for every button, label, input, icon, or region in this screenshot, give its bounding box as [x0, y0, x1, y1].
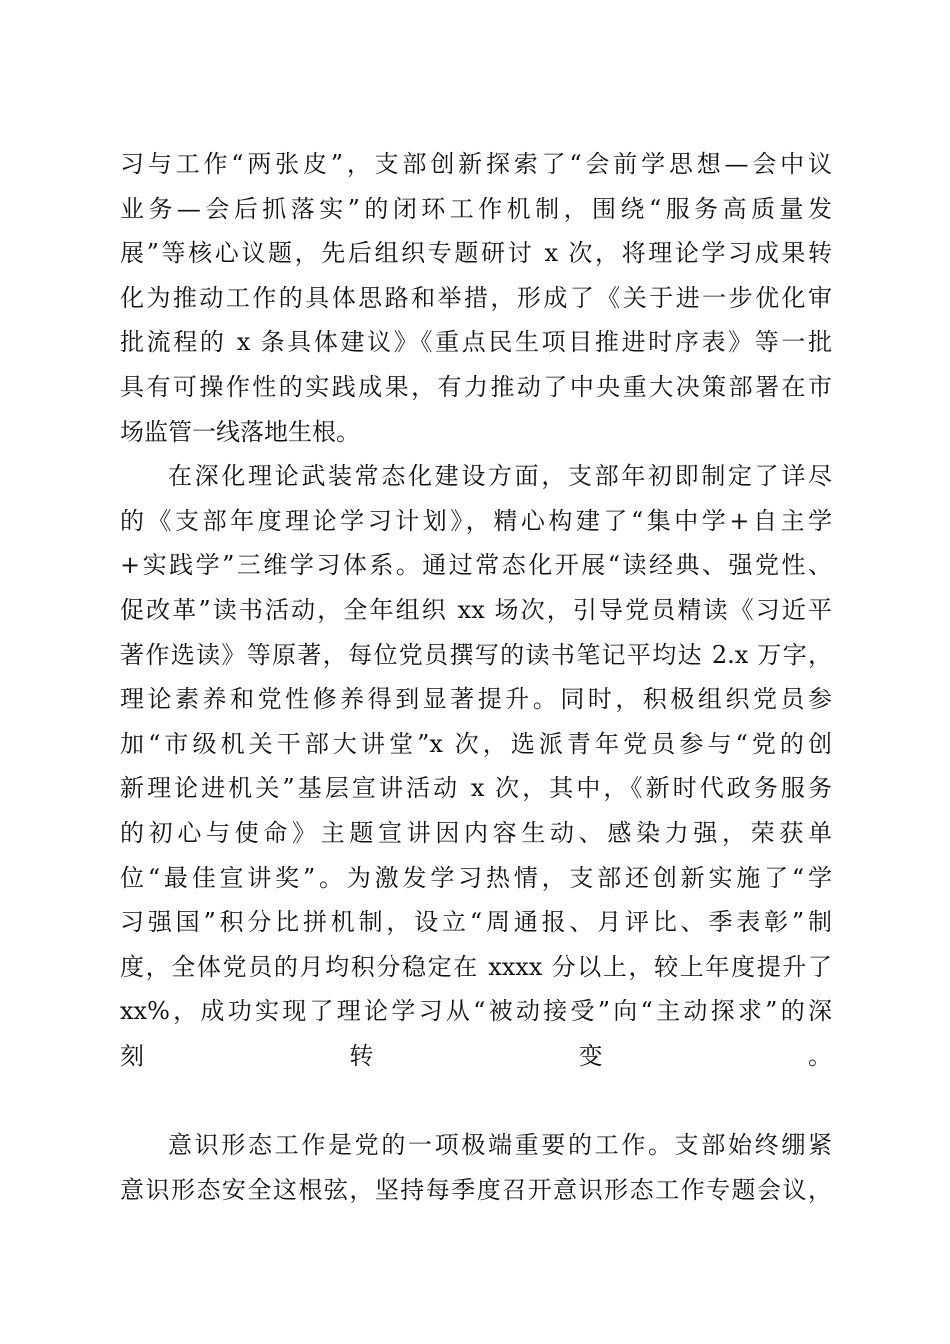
text-line: 的《支部年度理论学习计划》，精心构建了“集中学+自主学 [120, 506, 832, 535]
text-line: 批流程的 x 条具体建议》《重点民生项目推进时序表》等一批 [120, 328, 832, 357]
text-line: 业务—会后抓落实”的闭环工作机制，围绕“服务高质量发 [120, 194, 832, 223]
paragraph-2 [120, 454, 832, 1123]
text-line: 化为推动工作的具体思路和举措，形成了《关于进一步优化审 [120, 283, 832, 312]
text-line: 刻转变。 [120, 1041, 832, 1070]
text-line: 展”等核心议题，先后组织专题研讨 x 次，将理论学习成果转 [120, 239, 832, 268]
paragraph-1 [120, 142, 832, 454]
text-line: 新理论进机关”基层宣讲活动 x 次，其中，《新时代政务服务 [120, 774, 832, 803]
text-line: 著作选读》等原著，每位党员撰写的读书笔记平均达 2.x 万字， [120, 640, 832, 669]
text-line: 位“最佳宣讲奖”。为激发学习热情，支部还创新实施了“学 [120, 863, 832, 892]
text-line [120, 1078, 832, 1123]
text-line: 促改革”读书活动，全年组织 xx 场次，引导党员精读《习近平 [120, 595, 832, 624]
text-line: +实践学”三维学习体系。通过常态化开展“读经典、强党性、 [120, 551, 832, 580]
text-line: 习与工作“两张皮”，支部创新探索了“会前学思想—会中议 [120, 150, 832, 178]
text-line: 习强国”积分比拼机制，设立“周通报、月评比、季表彰”制 [120, 908, 832, 937]
text-line: 在深化理论武装常态化建设方面，支部年初即制定了详尽 [168, 462, 832, 491]
text-line: 意识形态安全这根弦，坚持每季度召开意识形态工作专题会议， [120, 1175, 832, 1204]
text-line: 理论素养和党性修养得到显著提升。同时，积极组织党员参 [120, 685, 832, 714]
text-line: 的初心与使命》主题宣讲因内容生动、感染力强，荣获单 [120, 818, 832, 847]
text-line: 加“市级机关干部大讲堂”x 次，选派青年党员参与“党的创 [120, 729, 832, 758]
text-line: 具有可操作性的实践成果，有力推动了中央重大决策部署在市 [120, 372, 832, 401]
document-body [120, 142, 832, 1212]
text-line: xx%，成功实现了理论学习从“被动接受”向“主动探求”的深 [120, 997, 832, 1026]
text-line: 意识形态工作是党的一项极端重要的工作。支部始终绷紧 [168, 1131, 832, 1160]
text-line: 场监管一线落地生根。 [120, 417, 360, 446]
paragraph-3 [120, 1123, 832, 1212]
text-line: 度，全体党员的月均积分稳定在 xxxx 分以上，较上年度提升了 [120, 952, 832, 981]
